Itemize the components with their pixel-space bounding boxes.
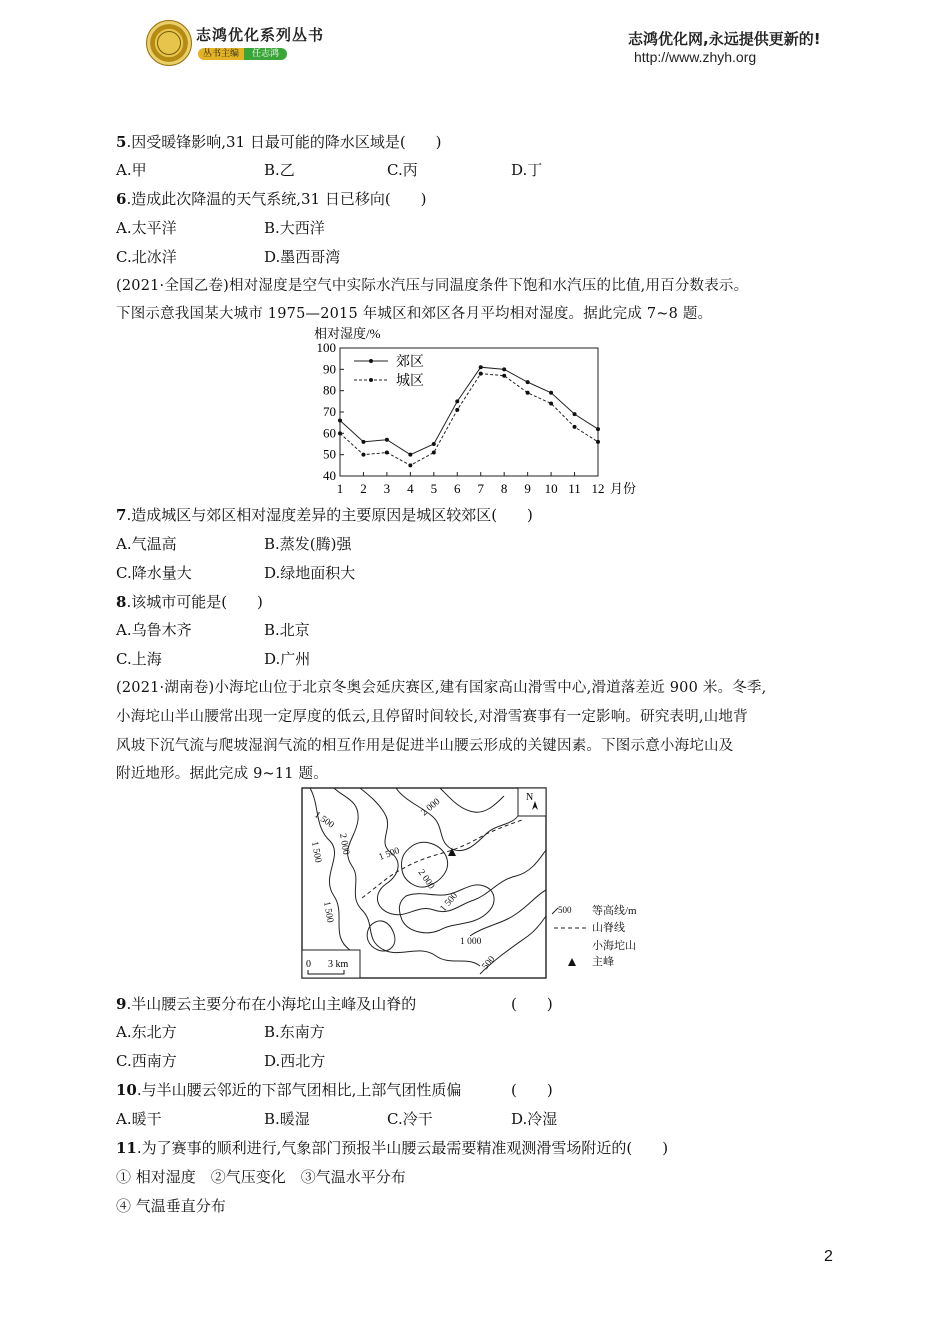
x-tick-label: 7 <box>477 481 484 496</box>
question-stem: .因受暖锋影响,31 日最可能的降水区域是( ) <box>126 133 442 151</box>
legend-marker <box>369 359 373 363</box>
question-number: 8 <box>116 593 127 611</box>
q8-option-d[interactable]: D.广州 <box>264 650 311 668</box>
x-tick-label: 4 <box>407 481 414 496</box>
contour-label: 1 500 <box>377 846 402 863</box>
x-tick-label: 12 <box>591 481 605 496</box>
q6-option-d[interactable]: D.墨西哥湾 <box>264 248 341 266</box>
map-legend <box>552 903 637 968</box>
q8-option-a[interactable]: A.乌鲁木齐 <box>116 621 192 639</box>
data-point <box>408 453 412 457</box>
contour-label: 1 500 <box>438 891 461 914</box>
x-axis-label: 月份 <box>610 481 637 496</box>
q10-option-c[interactable]: C.冷干 <box>387 1110 433 1128</box>
data-point <box>526 380 530 384</box>
x-tick-label: 10 <box>544 481 558 496</box>
data-point <box>479 372 483 376</box>
question-stem: .造成此次降温的天气系统,31 日已移向( ) <box>126 190 427 208</box>
question-5 <box>116 132 442 152</box>
data-point <box>408 463 412 467</box>
q10-answer-bracket: ( ) <box>511 1081 553 1099</box>
passage-1-line: (2021·全国乙卷)相对湿度是空气中实际水汽压与同温度条件下饱和水汽压的比值,用百分数表示。 <box>116 278 749 294</box>
data-point <box>573 412 577 416</box>
question-stem: .造成城区与郊区相对湿度差异的主要原因是城区较郊区( ) <box>126 506 533 524</box>
editor-name: 任志鸿 <box>244 48 287 60</box>
data-point <box>385 451 389 455</box>
q5-option-d[interactable]: D.丁 <box>511 161 543 179</box>
topographic-map <box>300 786 660 982</box>
editor-label: 丛书主编 <box>198 48 244 60</box>
legend-contour-value: 500 <box>558 905 572 915</box>
scale-label: 3 km <box>328 959 349 970</box>
legend-label: 郊区 <box>396 355 424 370</box>
data-point <box>361 453 365 457</box>
data-point <box>549 401 553 405</box>
q5-option-a[interactable]: A.甲 <box>116 161 147 179</box>
q9-option-a[interactable]: A.东北方 <box>116 1023 177 1041</box>
school-seal-logo-icon <box>146 20 192 66</box>
q9-option-b[interactable]: B.东南方 <box>264 1023 325 1041</box>
data-point <box>549 391 553 395</box>
series-line-1 <box>340 367 598 454</box>
legend-contour: 等高线/m <box>592 905 637 917</box>
legend-peak-icon <box>568 958 576 966</box>
x-tick-label: 11 <box>568 481 581 496</box>
x-tick-label: 1 <box>336 481 344 496</box>
data-point <box>596 440 600 444</box>
question-8 <box>116 592 263 612</box>
q9-answer-bracket: ( ) <box>511 995 553 1013</box>
q10-option-a[interactable]: A.暖干 <box>116 1110 162 1128</box>
series-title: 志鸿优化系列丛书 <box>196 26 325 44</box>
x-tick-label: 2 <box>360 481 367 496</box>
q8-option-b[interactable]: B.北京 <box>264 621 310 639</box>
contour-label: 1 500 <box>309 840 323 864</box>
editor-badge <box>198 48 287 60</box>
q7-option-b[interactable]: B.蒸发(腾)强 <box>264 535 352 553</box>
y-tick-label: 70 <box>323 404 336 419</box>
data-point <box>596 427 600 431</box>
north-label: N <box>526 792 534 803</box>
contour-label: 500 <box>480 954 498 972</box>
legend-ridge: 山脊线 <box>592 922 625 934</box>
q6-option-b[interactable]: B.大西洋 <box>264 219 325 237</box>
question-number: 10 <box>116 1081 137 1099</box>
x-tick-label: 9 <box>524 481 531 496</box>
x-tick-label: 6 <box>454 481 461 496</box>
legend-marker <box>369 378 373 382</box>
q7-option-d[interactable]: D.绿地面积大 <box>264 564 356 582</box>
legend-peak-line2: 主峰 <box>592 956 614 968</box>
question-stem: .为了赛事的顺利进行,气象部门预报半山腰云最需要精准观测滑雪场附近的( ) <box>136 1139 669 1157</box>
data-point <box>455 399 459 403</box>
contour-label: 2 000 <box>419 796 443 819</box>
q9-option-d[interactable]: D.西北方 <box>264 1052 326 1070</box>
y-tick-label: 100 <box>316 340 336 355</box>
legend-label: 城区 <box>396 374 424 389</box>
q6-option-a[interactable]: A.太平洋 <box>116 219 177 237</box>
question-number: 9 <box>116 995 127 1013</box>
series-line-2 <box>340 374 598 466</box>
data-point <box>573 425 577 429</box>
q8-option-c[interactable]: C.上海 <box>116 650 162 668</box>
q5-option-b[interactable]: B.乙 <box>264 161 295 179</box>
header-url[interactable]: http://www.zhyh.org <box>634 49 757 65</box>
data-point <box>479 365 483 369</box>
data-point <box>338 431 342 435</box>
data-point <box>338 419 342 423</box>
y-tick-label: 90 <box>323 361 336 377</box>
question-stem: .该城市可能是( ) <box>126 593 263 611</box>
q7-option-a[interactable]: A.气温高 <box>116 535 177 553</box>
q11-items-line-2: ④ 气温垂直分布 <box>116 1197 226 1215</box>
q11-items-line-1: ① 相对湿度 ②气压变化 ③气温水平分布 <box>116 1168 406 1186</box>
y-tick-label: 40 <box>323 468 336 483</box>
question-stem: .与半山腰云邻近的下部气团相比,上部气团性质偏 <box>136 1081 462 1099</box>
question-number: 5 <box>116 133 127 151</box>
data-point <box>455 408 459 412</box>
q5-option-c[interactable]: C.丙 <box>387 161 418 179</box>
passage-2-line: (2021·湖南卷)小海坨山位于北京冬奥会延庆赛区,建有国家高山滑雪中心,滑道落差近 900 米。冬季, <box>116 680 767 696</box>
question-6 <box>116 189 427 209</box>
q6-option-c[interactable]: C.北冰洋 <box>116 248 177 266</box>
scale-zero: 0 <box>306 959 311 970</box>
x-tick-label: 5 <box>430 481 438 496</box>
question-stem: .半山腰云主要分布在小海坨山主峰及山脊的 <box>126 995 417 1013</box>
passage-2-line: 风坡下沉气流与爬坡湿润气流的相互作用是促进半山腰云形成的关键因素。下图示意小海坨山及 <box>116 738 734 754</box>
humidity-line-chart <box>300 326 660 498</box>
y-tick-label: 60 <box>323 425 336 441</box>
q9-option-c[interactable]: C.西南方 <box>116 1052 177 1070</box>
passage-1-line: 下图示意我国某大城市 1975—2015 年城区和郊区各月平均相对湿度。据此完成 7~8 题。 <box>116 306 713 322</box>
data-point <box>361 440 365 444</box>
question-11 <box>116 1138 668 1158</box>
question-7 <box>116 505 533 525</box>
x-tick-label: 3 <box>383 481 391 496</box>
question-number: 11 <box>116 1139 137 1157</box>
x-tick-label: 8 <box>500 481 508 496</box>
page-number: 2 <box>824 1248 833 1265</box>
y-tick-label: 80 <box>323 382 336 398</box>
question-number: 7 <box>116 506 127 524</box>
data-point <box>526 391 530 395</box>
data-point <box>502 367 506 371</box>
data-point <box>502 374 506 378</box>
y-axis-label: 相对湿度/% <box>314 326 381 341</box>
data-point <box>432 442 436 446</box>
question-number: 6 <box>116 190 127 208</box>
header-slogan: 志鸿优化网,永远提供更新的! <box>628 30 821 48</box>
q7-option-c[interactable]: C.降水量大 <box>116 564 192 582</box>
question-10 <box>116 1080 461 1100</box>
passage-2-line: 附近地形。据此完成 9~11 题。 <box>116 766 328 782</box>
q10-option-d[interactable]: D.冷湿 <box>511 1110 558 1128</box>
contour-label: 2 000 <box>337 832 351 856</box>
contour-label: 2 000 <box>415 867 436 892</box>
y-tick-label: 50 <box>323 446 336 462</box>
passage-2-line: 小海坨山半山腰常出现一定厚度的低云,且停留时间较长,对滑雪赛事有一定影响。研究表明,山地背 <box>116 709 748 725</box>
legend-peak-line1: 小海坨山 <box>592 940 636 952</box>
contour-label: 1 000 <box>460 937 482 947</box>
contour-label: 1 500 <box>312 810 336 831</box>
question-9 <box>116 994 416 1014</box>
page-header <box>0 18 950 78</box>
data-point <box>432 451 436 455</box>
q10-option-b[interactable]: B.暖湿 <box>264 1110 310 1128</box>
data-point <box>385 438 389 442</box>
contour-label: 1 500 <box>321 900 335 924</box>
